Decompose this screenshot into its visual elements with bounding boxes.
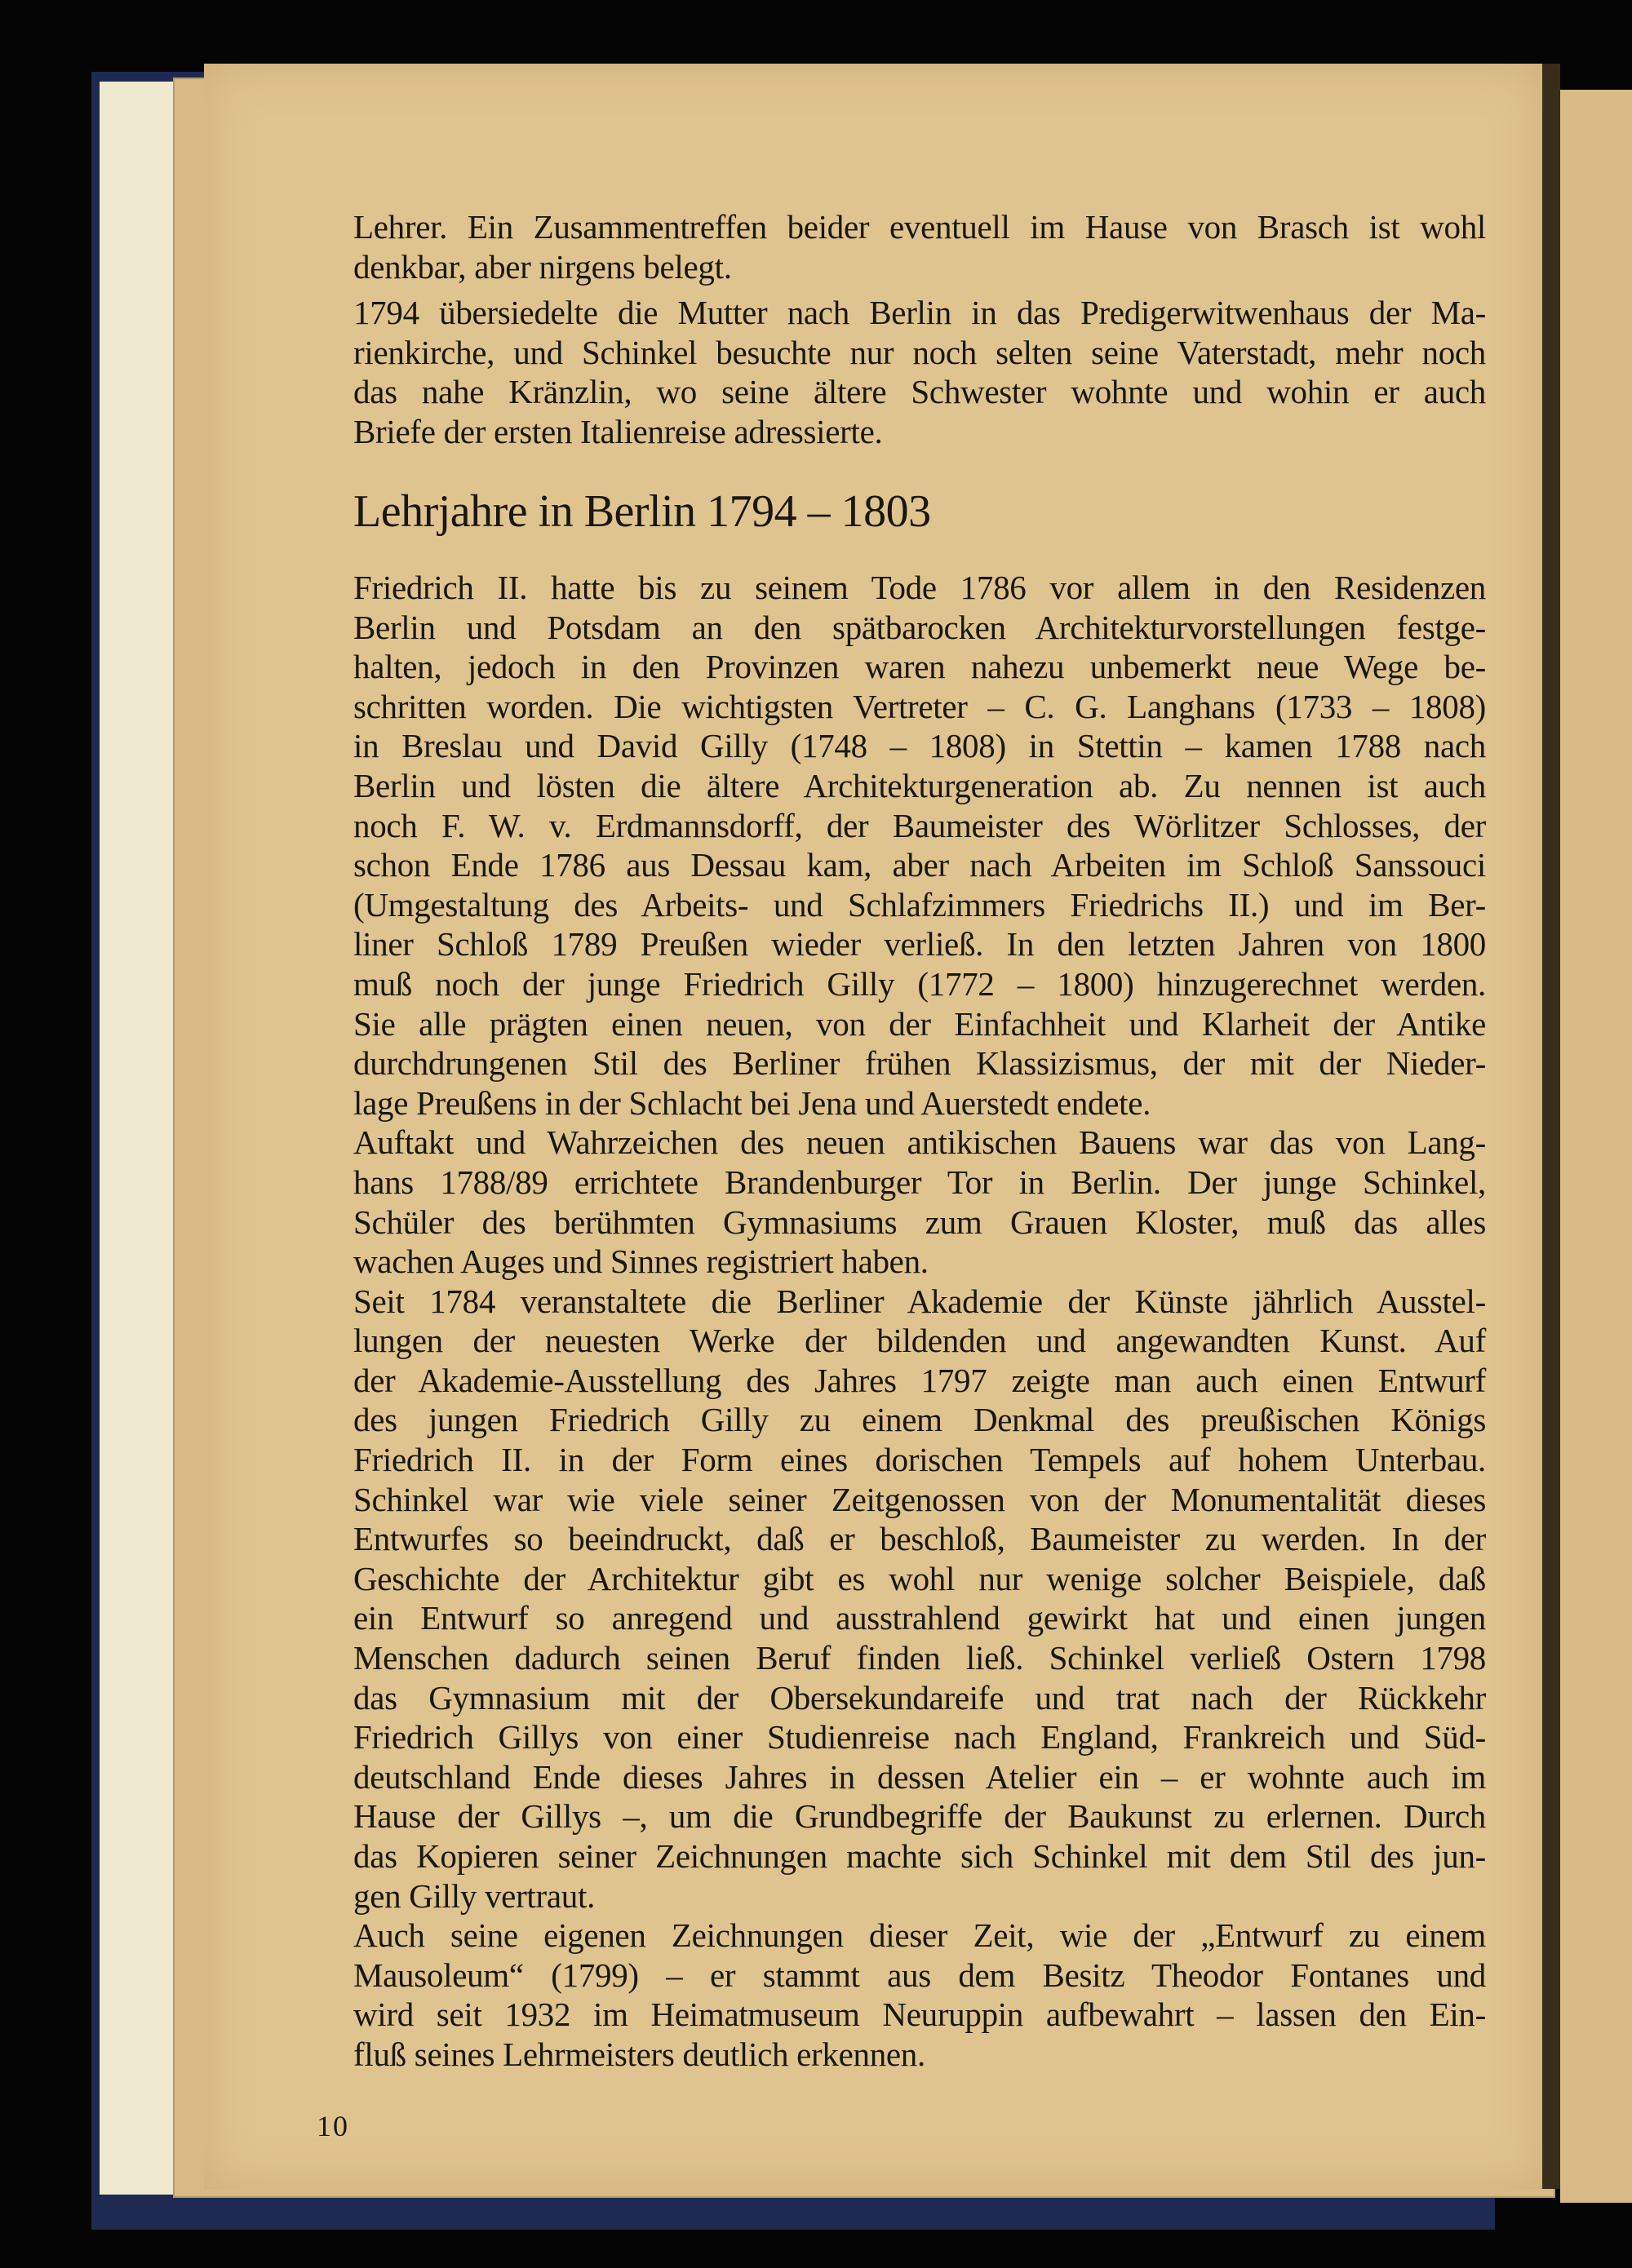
text-line: in Breslau und David Gilly (1748 – 1808) in Stettin – kamen 1788 nach (353, 727, 1486, 765)
text-line: Berlin und Potsdam an den spätbarocken Architekturvorstellungen festge- (353, 608, 1486, 646)
text-line: der Akademie-Ausstellung des Jahres 1797 zeigte man auch einen Entwurf (353, 1361, 1486, 1399)
text-line: Seit 1784 veranstaltete die Berliner Akademie der Künste jährlich Ausstel- (353, 1282, 1486, 1320)
text-line: schritten worden. Die wichtigsten Vertreter – C. G. Langhans (1733 – 1808) (353, 687, 1486, 725)
text-line: liner Schloß 1789 Preußen wieder verließ. In den letzten Jahren von 1800 (353, 925, 1486, 963)
section-text (353, 568, 1486, 2075)
text-line: Friedrich II. hatte bis zu seinem Tode 1786 vor allem in den Residenzen (353, 569, 1486, 606)
text-line: Schüler des berühmten Gymnasiums zum Grauen Kloster, muß das alles (353, 1203, 1486, 1241)
text-line: fluß seines Lehrmeisters deutlich erkennen. (353, 2035, 925, 2073)
text-line: durchdrungenen Stil des Berliner frühen Klassizismus, der mit der Nieder- (353, 1044, 1486, 1083)
text-line: Mausoleum“ (1799) – er stammt aus dem Besitz Theodor Fontanes und (353, 1956, 1486, 1994)
text-line: (Umgestaltung des Arbeits- und Schlafzimmers Friedrichs II.) und im Ber- (353, 885, 1486, 924)
text-line: Auch seine eigenen Zeichnungen dieser Zeit, wie der „Entwurf zu einem (353, 1916, 1486, 1955)
text-line: das Gymnasium mit der Obersekundareife und trat nach der Rückkehr (353, 1678, 1486, 1717)
text-line: Briefe der ersten Italienreise adressierte. (353, 412, 883, 450)
paragraph (353, 1282, 1486, 1916)
text-line: Geschichte der Architektur gibt es wohl nur wenige solcher Beispiele, daß (353, 1559, 1486, 1597)
facing-page-edge (1560, 90, 1632, 2203)
paragraph (353, 1916, 1486, 2074)
text-line: hans 1788/89 errichtete Brandenburger Tor in Berlin. Der junge Schinkel, (353, 1163, 1486, 1201)
text-line: Entwurfes so beeindruckt, daß er beschloß, Baumeister zu werden. In der (353, 1520, 1486, 1558)
text-line: Auftakt und Wahrzeichen des neuen antikischen Bauens war das von Lang- (353, 1123, 1486, 1162)
text-line: wachen Auges und Sinnes registriert haben. (353, 1243, 929, 1281)
text-line: rienkirche, und Schinkel besuchte nur noch selten seine Vaterstadt, mehr noch (353, 333, 1486, 371)
intro-text (353, 207, 1486, 452)
paragraph (353, 293, 1486, 451)
text-line: 1794 übersiedelte die Mutter nach Berlin in das Predigerwitwenhaus der Ma- (353, 294, 1486, 332)
text-line: lage Preußens in der Schlacht bei Jena und Auerstedt endete. (353, 1083, 1151, 1122)
book-gutter (1542, 64, 1560, 2189)
text-line: gen Gilly vertraut. (353, 1876, 596, 1915)
text-line: Schinkel war wie viele seiner Zeitgenossen von der Monumentalität dieses (353, 1480, 1486, 1518)
text-line: Berlin und lösten die ältere Architekturgeneration ab. Zu nennen ist auch (353, 766, 1486, 804)
text-line: wird seit 1932 im Heimatmuseum Neuruppin aufbewahrt – lassen den Ein- (353, 1996, 1486, 2034)
page-number: 10 (317, 2110, 349, 2142)
text-line: denkbar, aber nirgens belegt. (353, 247, 732, 286)
text-line: Friedrich II. in der Form eines dorischen Tempels auf hohem Unterbau. (353, 1441, 1486, 1479)
text-line: des jungen Friedrich Gilly zu einem Denkmal des preußischen Königs (353, 1401, 1486, 1439)
text-line: Lehrer. Ein Zusammentreffen beider eventuell im Hause von Brasch ist wohl (353, 208, 1486, 246)
text-line: muß noch der junge Friedrich Gilly (1772 – 1800) hinzugerechnet werden. (353, 964, 1486, 1003)
text-line: Sie alle prägten einen neuen, von der Einfachheit und Klarheit der Antike (353, 1004, 1486, 1043)
text-line: lungen der neuesten Werke der bildenden und angewandten Kunst. Auf (353, 1322, 1486, 1360)
text-line: halten, jedoch in den Provinzen waren nahezu unbemerkt neue Wege be- (353, 648, 1486, 686)
text-line: das Kopieren seiner Zeichnungen machte sich Schinkel mit dem Stil des jun- (353, 1837, 1486, 1875)
text-line: noch F. W. v. Erdmannsdorff, der Baumeister des Wörlitzer Schlosses, der (353, 806, 1486, 844)
text-line: Menschen dadurch seinen Beruf finden ließ. Schinkel verließ Ostern 1798 (353, 1639, 1486, 1677)
text-line: das nahe Kränzlin, wo seine ältere Schwester wohnte und wohin er auch (353, 373, 1486, 411)
section-heading: Lehrjahre in Berlin 1794 – 1803 (353, 486, 931, 537)
text-line: schon Ende 1786 aus Dessau kam, aber nach Arbeiten im Schloß Sanssouci (353, 846, 1486, 884)
paragraph (353, 207, 1486, 286)
text-line: ein Entwurf so anregend und ausstrahlend gewirkt hat und einen jungen (353, 1599, 1486, 1637)
text-line: Friedrich Gillys von einer Studienreise nach England, Frankreich und Süd- (353, 1718, 1486, 1756)
paragraph (353, 1123, 1486, 1281)
text-line: deutschland Ende dieses Jahres in dessen Atelier ein – er wohnte auch im (353, 1757, 1486, 1796)
text-line: Hause der Gillys –, um die Grundbegriffe der Baukunst zu erlernen. Durch (353, 1797, 1486, 1836)
paragraph (353, 568, 1486, 1123)
